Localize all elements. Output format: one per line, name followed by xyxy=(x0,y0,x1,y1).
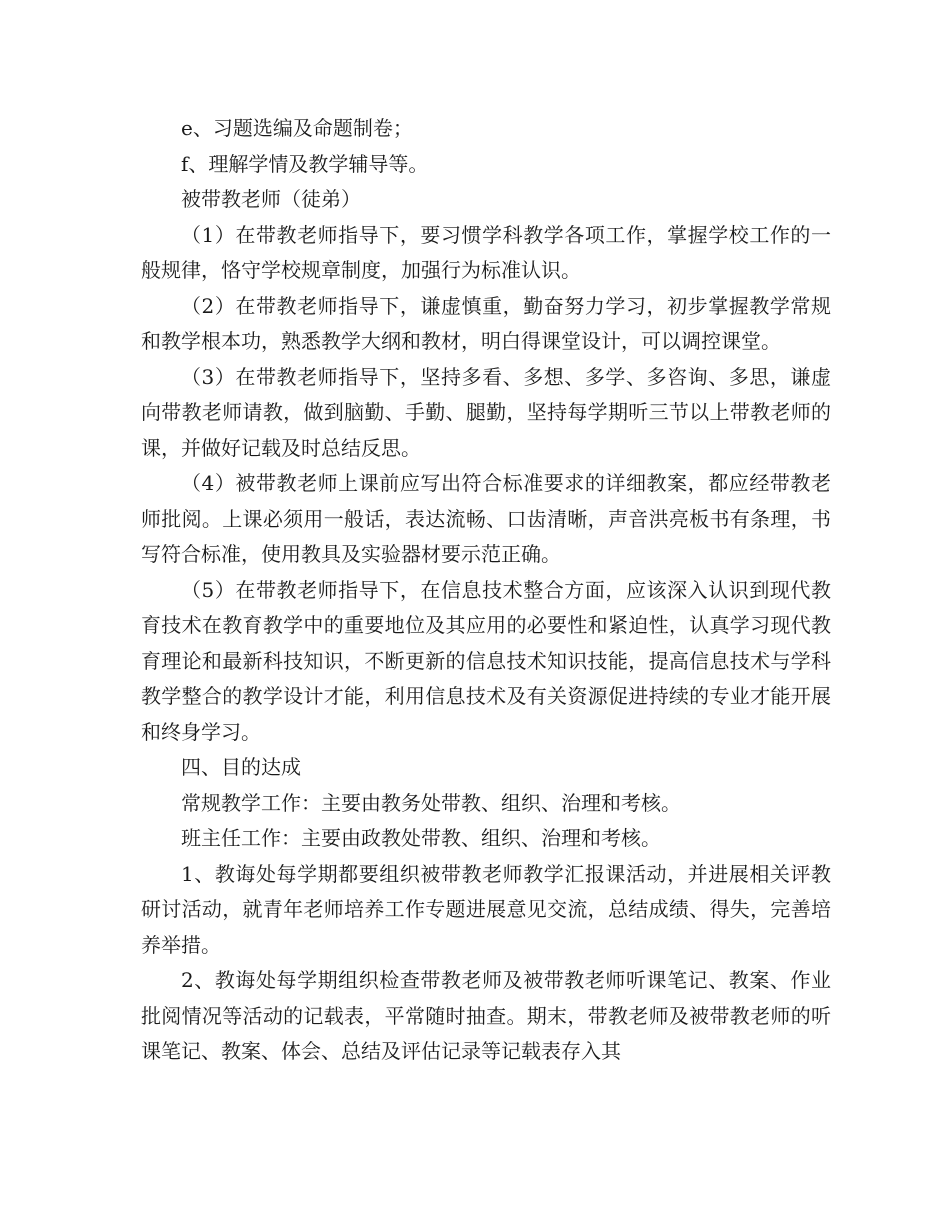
document-body xyxy=(141,111,831,1070)
paragraph-routine-teaching: 常规教学工作：主要由教务处带教、组织、治理和考核。 xyxy=(181,790,681,815)
paragraph-item-e: e、习题选编及命题制卷； xyxy=(181,116,413,140)
paragraph-item-f: f、理解学情及教学辅导等。 xyxy=(181,151,429,176)
paragraph-class-teacher: 班主任工作：主要由政教处带教、组织、治理和考核。 xyxy=(181,826,661,850)
paragraph-apprentice-2: （2）在带教老师指导下，谦虚慎重，勤奋努力学习，初步掌握教学常规和教学根本功，熟悉教学大纲和教材，明白得课堂设计，可以调控课堂。 xyxy=(141,293,831,353)
paragraph-apprentice-5: （5）在带教老师指导下，在信息技术整合方面，应该深入认识到现代教育技术在教育教学中的重要地位及其应用的必要性和紧迫性，认真学习现代教育理论和最新科技知识，不断更新的信息技术知识技能，提高信息技术与学科教学整合的教学设计才能，利用信息技术及有关资源促进持续的专业才能开展和终身学习。 xyxy=(141,577,831,744)
section-heading-goals: 四、目的达成 xyxy=(181,755,301,779)
paragraph-apprentice-1: （1）在带教老师指导下，要习惯学科教学各项工作，掌握学校工作的一般规律，恪守学校规章制度，加强行为标准认识。 xyxy=(141,222,831,282)
paragraph-apprentice-3: （3）在带教老师指导下，坚持多看、多想、多学、多咨询、多思，谦虚向带教老师请教，做到脑勤、手勤、腿勤，坚持每学期听三节以上带教老师的课，并做好记载及时总结反思。 xyxy=(141,364,831,460)
section-heading-apprentice: 被带教老师（徒弟） xyxy=(181,187,361,211)
paragraph-apprentice-4: （4）被带教老师上课前应写出符合标准要求的详细教案，都应经带教老师批阅。上课必须用一般话，表达流畅、口齿清晰，声音洪亮板书有条理，书写符合标准，使用教具及实验器材要示范正确。 xyxy=(141,471,831,566)
paragraph-goal-2: 2、教诲处每学期组织检查带教老师及被带教老师听课笔记、教案、作业批阅情况等活动的记载表，平常随时抽查。期末，带教老师及被带教老师的听课笔记、教案、体会、总结及评估记录等记载表存入其 xyxy=(141,968,831,1063)
paragraph-goal-1: 1、教诲处每学期都要组织被带教老师教学汇报课活动，并进展相关评教研讨活动，就青年老师培养工作专题进展意见交流，总结成绩、得失，完善培养举措。 xyxy=(141,861,831,957)
